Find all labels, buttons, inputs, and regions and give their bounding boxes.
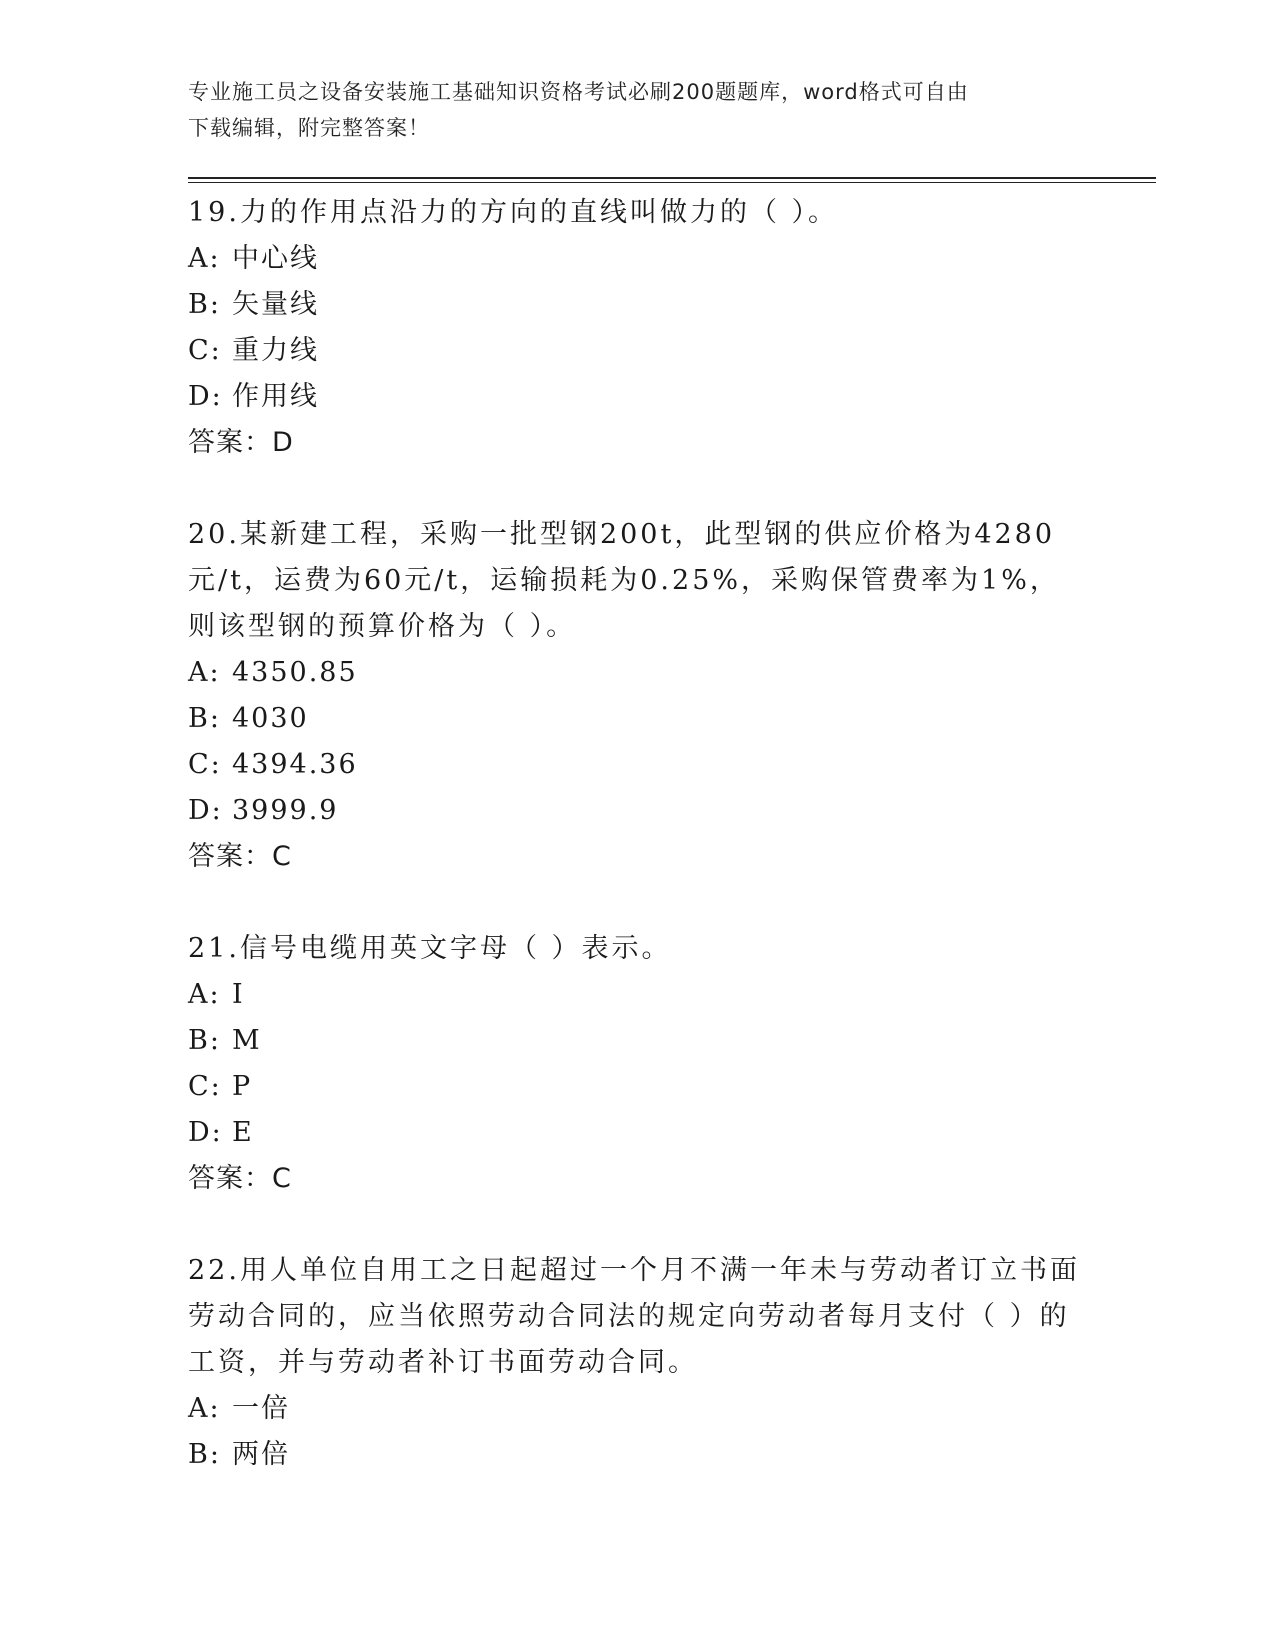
answer-line: 答案：C (188, 1163, 292, 1194)
header-divider-thin (188, 182, 1156, 183)
option-d (188, 374, 1088, 420)
option-a (188, 1386, 1088, 1432)
option-text: 4030 (232, 703, 309, 734)
option-text: M (232, 1025, 262, 1056)
option-b (188, 696, 1088, 742)
option-c (188, 1064, 1088, 1110)
option-letter: B: (188, 289, 221, 320)
option-text: 3999.9 (232, 795, 339, 826)
option-text: 一倍 (232, 1393, 290, 1424)
option-a (188, 236, 1088, 282)
question-22 (188, 1248, 1088, 1478)
option-letter: C: (188, 1071, 222, 1102)
question-21 (188, 926, 1088, 1202)
option-letter: C: (188, 749, 222, 780)
option-a (188, 650, 1088, 696)
question-text: 21.信号电缆用英文字母（ ）表示。 (188, 933, 672, 964)
option-d (188, 1110, 1088, 1156)
option-letter: A: (188, 243, 221, 274)
question-text: 19.力的作用点沿力的方向的直线叫做力的（ ）。 (188, 197, 839, 228)
option-text: 4394.36 (232, 749, 358, 780)
option-text: 重力线 (232, 335, 319, 366)
header-title-line2: 下载编辑，附完整答案！ (188, 116, 430, 140)
option-letter: B: (188, 703, 221, 734)
header-title-line1: 专业施工员之设备安装施工基础知识资格考试必刷200题题库，word格式可自由 (188, 80, 969, 104)
option-letter: A: (188, 979, 221, 1010)
option-letter: B: (188, 1439, 221, 1470)
option-text: 矢量线 (232, 289, 319, 320)
option-text: 两倍 (232, 1439, 290, 1470)
option-a (188, 972, 1088, 1018)
option-letter: D: (188, 795, 223, 826)
header-divider-thick (188, 177, 1156, 179)
option-b (188, 1018, 1088, 1064)
option-letter: D: (188, 1117, 223, 1148)
question-text: 20.某新建工程，采购一批型钢200t，此型钢的供应价格为4280元/t，运费为60元/t，运输损耗为0.25%，采购保管费率为1%，则该型钢的预算价格为（ ）。 (188, 519, 1060, 642)
question-list (188, 190, 1088, 1524)
option-text: 4350.85 (232, 657, 358, 688)
option-letter: A: (188, 657, 221, 688)
option-text: 中心线 (232, 243, 319, 274)
option-b (188, 282, 1088, 328)
answer-line: 答案：D (188, 427, 294, 458)
option-d (188, 788, 1088, 834)
option-letter: D: (188, 381, 223, 412)
option-letter: A: (188, 1393, 221, 1424)
option-text: 作用线 (232, 381, 319, 412)
question-20 (188, 512, 1088, 880)
answer-line: 答案：C (188, 841, 292, 872)
document-header (188, 74, 1088, 146)
question-19 (188, 190, 1088, 466)
option-c (188, 328, 1088, 374)
option-b (188, 1432, 1088, 1478)
option-letter: C: (188, 335, 222, 366)
option-text: P (232, 1071, 253, 1102)
question-text: 22.用人单位自用工之日起超过一个月不满一年未与劳动者订立书面劳动合同的，应当依照劳动合同法的规定向劳动者每月支付（ ）的工资，并与劳动者补订书面劳动合同。 (188, 1255, 1080, 1378)
option-text: I (232, 979, 245, 1010)
option-text: E (232, 1117, 254, 1148)
option-letter: B: (188, 1025, 221, 1056)
option-c (188, 742, 1088, 788)
